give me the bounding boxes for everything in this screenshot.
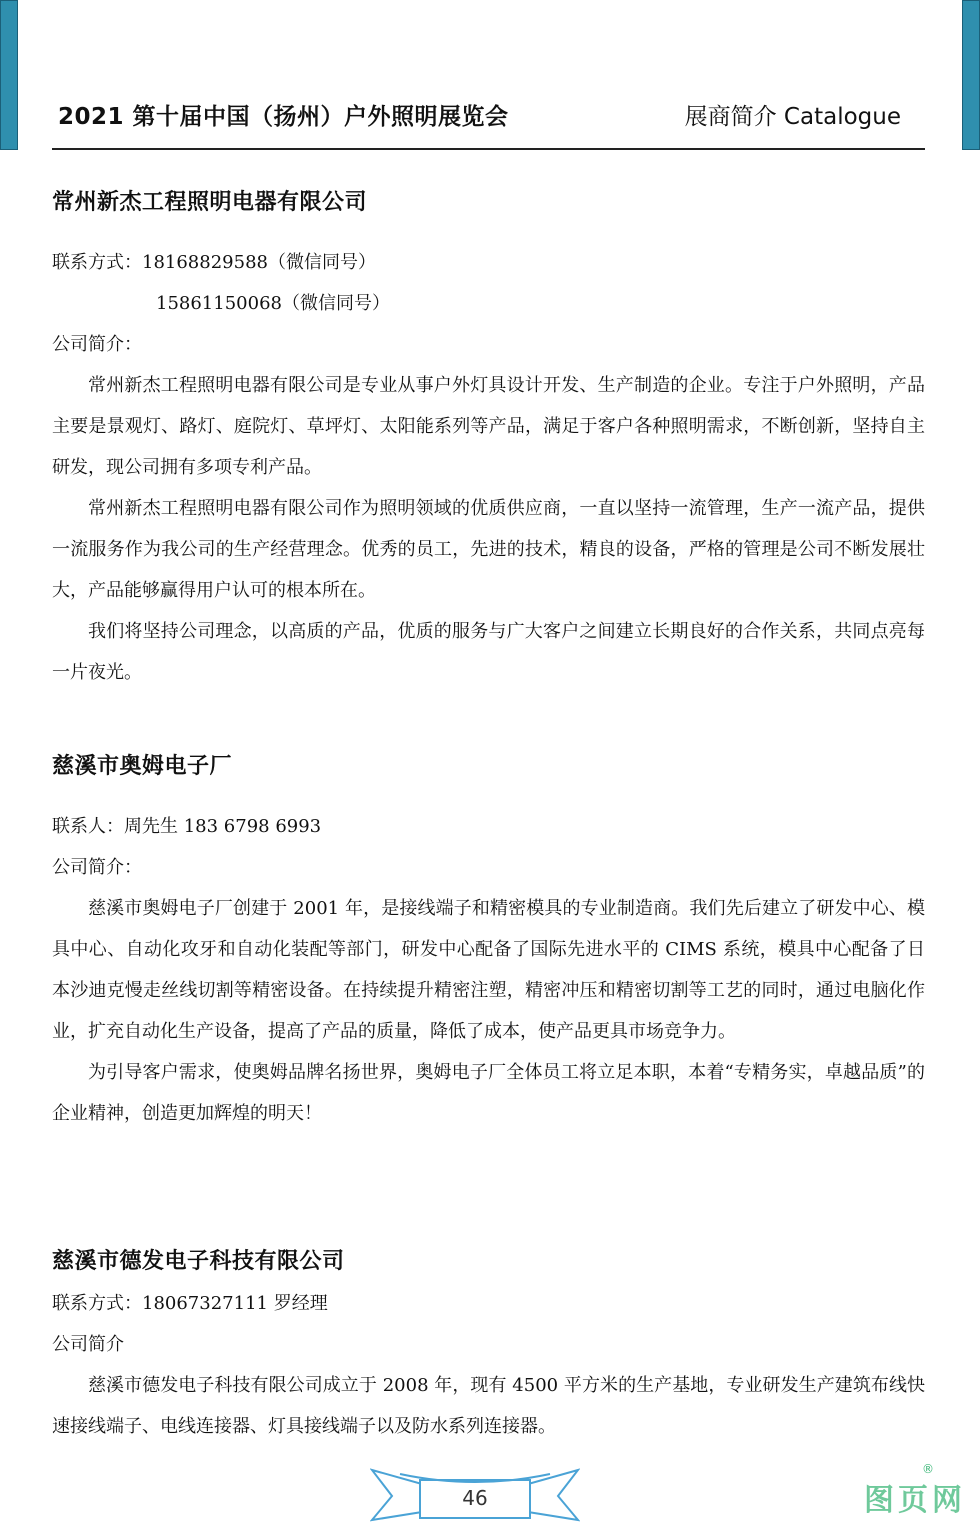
company-name: 慈溪市奥姆电子厂 — [52, 754, 233, 779]
intro-paragraph: 我们将坚持公司理念，以高质的产品，优质的服务与广大客户之间建立长期良好的合作关系，共同点亮每一片夜光。 — [52, 621, 925, 683]
watermark-logo: 图页网 — [864, 1483, 966, 1518]
intro-paragraph: 慈溪市奥姆电子厂创建于 2001 年，是接线端子和精密模具的专业制造商。我们先后建立了研发中心、模具中心、自动化攻牙和自动化装配等部门，研发中心配备了国际先进水平的 CIMS 系统，模具中心配备了日本沙迪克慢走丝线切割等精密设备。在持续提升精密注塑，精密冲压和精密切割等工艺的同时，通过电脑化作业，扩充自动化生产设备，提高了产品的质量，降低了成本，使产品更具市场竞争力。 — [52, 898, 925, 1042]
intro-paragraph: 常州新杰工程照明电器有限公司作为照明领域的优质供应商，一直以坚持一流管理，生产一流产品，提供一流服务作为我公司的生产经营理念。优秀的员工，先进的技术，精良的设备，严格的管理是公司不断发展壮大，产品能够赢得用户认可的根本所在。 — [52, 498, 925, 601]
company-name: 慈溪市德发电子科技有限公司 — [52, 1249, 345, 1274]
left-edge-bar — [0, 0, 18, 150]
header-title: 2021 第十届中国（扬州）户外照明展览会 — [58, 104, 509, 130]
page-number: 46 — [462, 1486, 488, 1510]
intro-paragraph: 慈溪市德发电子科技有限公司成立于 2008 年，现有 4500 平方米的生产基地，专业研发生产建筑布线快速接线端子、电线连接器、灯具接线端子以及防水系列连接器。 — [52, 1375, 925, 1437]
company-section-2 — [52, 746, 925, 1134]
contact-line: 联系人：周先生 183 6798 6993 — [52, 816, 322, 837]
registered-mark: ® — [922, 1462, 934, 1476]
header-divider — [52, 148, 925, 150]
contact-line-2: 15861150068（微信同号） — [156, 293, 390, 314]
company-section-1 — [52, 182, 925, 693]
contact-line: 联系方式：18067327111 罗经理 — [52, 1293, 328, 1314]
right-edge-bar — [962, 0, 980, 150]
intro-label: 公司简介： — [52, 857, 142, 878]
intro-label: 公司简介 — [52, 1334, 124, 1355]
header-catalogue-label: 展商简介 Catalogue — [684, 104, 901, 130]
company-name: 常州新杰工程照明电器有限公司 — [52, 190, 368, 215]
company-section-3 — [52, 1241, 925, 1447]
page-footer — [370, 1462, 580, 1524]
contact-line: 联系方式：18168829588（微信同号） — [52, 252, 376, 273]
intro-label: 公司简介： — [52, 334, 142, 355]
page-header — [52, 98, 925, 148]
intro-paragraph: 为引导客户需求，使奥姆品牌名扬世界，奥姆电子厂全体员工将立足本职，本着“专精务实，卓越品质”的企业精神，创造更加辉煌的明天！ — [52, 1062, 925, 1124]
intro-paragraph: 常州新杰工程照明电器有限公司是专业从事户外灯具设计开发、生产制造的企业。专注于户外照明，产品主要是景观灯、路灯、庭院灯、草坪灯、太阳能系列等产品，满足于客户各种照明需求，不断创新，坚持自主研发，现公司拥有多项专利产品。 — [52, 375, 925, 478]
